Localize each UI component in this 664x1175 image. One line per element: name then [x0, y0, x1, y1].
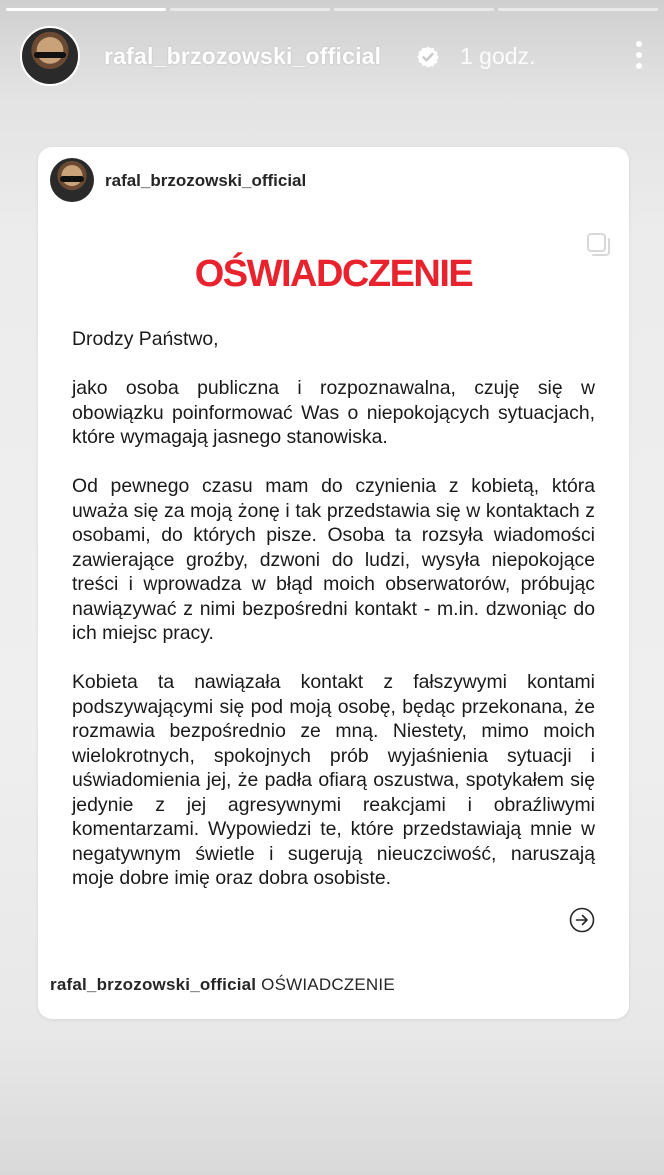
progress-segment — [6, 8, 166, 11]
progress-segment — [334, 8, 494, 11]
caption-text: OŚWIADCZENIE — [261, 975, 395, 994]
avatar-sunglasses — [60, 176, 85, 181]
post-paragraph: Drodzy Państwo, — [72, 328, 219, 350]
post-author-username[interactable]: rafal_brzozowski_official — [105, 171, 307, 190]
post-body — [72, 327, 595, 915]
post-paragraph: Od pewnego czasu mam do czynienia z kobietą, która uważa się za moją żonę i tak przedstawia się w kontaktach z osobami, do których pisze. Osoba ta rozsyła wiadomości zawierające groźby, dzwoni do ludzi, wysyła niepokojące treści i wprowadza w błąd moich obserwatorów, próbując nawiązywać z nimi bezpośredni kontakt - m.in. dzwoniąc do ich miejsc pracy. — [72, 475, 595, 644]
progress-segment — [498, 8, 658, 11]
caption-username[interactable]: rafal_brzozowski_official — [50, 975, 257, 994]
arrow-right-circle-icon[interactable] — [569, 907, 595, 933]
story-timestamp: 1 godz. — [460, 43, 536, 69]
post-caption — [50, 975, 395, 995]
story-username[interactable]: rafal_brzozowski_official — [104, 43, 382, 69]
story-header — [20, 26, 644, 86]
progress-segment — [170, 8, 330, 11]
post-title: OŚWIADCZENIE — [194, 253, 473, 295]
more-vertical-icon[interactable] — [634, 40, 644, 70]
verified-badge-icon — [416, 45, 440, 69]
story-progress-bar — [6, 8, 658, 11]
shared-post-card[interactable] — [38, 147, 629, 1019]
post-paragraph: jako osoba publiczna i rozpoznawalna, czuję się w obowiązku poinformować Was o niepokojących sytuacjach, które wymagają jasnego stanowiska. — [72, 377, 595, 448]
post-author-avatar[interactable] — [50, 158, 94, 202]
profile-avatar[interactable] — [20, 26, 80, 86]
avatar-sunglasses — [34, 52, 65, 59]
post-paragraph: Kobieta ta nawiązała kontakt z fałszywymi kontami podszywającymi się pod moją osobę, będąc przekonana, że rozmawia bezpośrednio ze mną. Niestety, mimo moich wielokrotnych, spokojnych prób wyjaśnienia sytuacji i uświadomienia jej, że padła ofiarą oszustwa, spotykałem się jedynie z jej agresywnymi reakcjami i obraźliwymi komentarzami. Wypowiedzi te, które przedstawiają mnie w negatywnym świetle i sugerują nieuczciwość, naruszają moje dobre imię oraz dobra osobiste. — [72, 671, 595, 889]
